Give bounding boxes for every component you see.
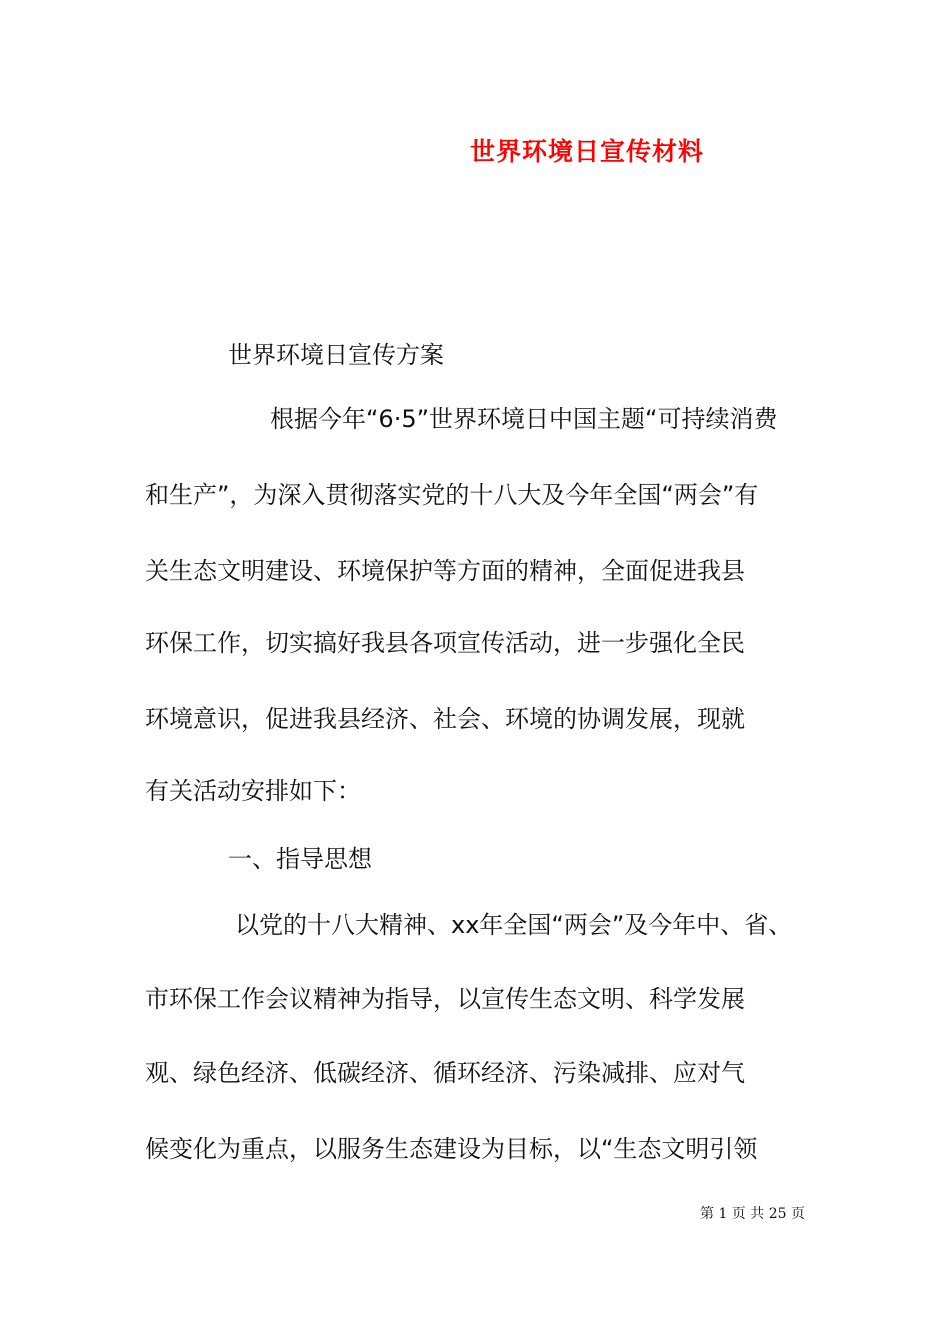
paragraph-line: 环境意识，促进我县经济、社会、环境的协调发展，现就 [145,705,745,733]
paragraph-line: 和生产”，为深入贯彻落实党的十八大及今年全国“两会”有 [145,481,759,509]
subtitle: 世界环境日宣传方案 [228,341,444,369]
paragraph-line: 候变化为重点，以服务生态建设为目标，以“生态文明引领 [145,1135,758,1163]
paragraph-line: 观、绿色经济、低碳经济、循环经济、污染减排、应对气 [145,1059,745,1087]
section-heading: 一、指导思想 [228,845,372,873]
paragraph-line: 环保工作，切实搞好我县各项宣传活动，进一步强化全民 [145,629,745,657]
paragraph-line: 关生态文明建设、环境保护等方面的精神，全面促进我县 [145,557,745,585]
page-number: 第 1 页 共 25 页 [700,1206,805,1222]
paragraph-line: 有关活动安排如下： [145,777,361,805]
document-title: 世界环境日宣传材料 [470,137,705,166]
paragraph-line: 以党的十八大精神、xx年全国“两会”及今年中、省、 [235,911,793,939]
paragraph-line: 市环保工作会议精神为指导，以宣传生态文明、科学发展 [145,985,745,1013]
paragraph-line: 根据今年“6·5”世界环境日中国主题“可持续消费 [270,405,778,433]
